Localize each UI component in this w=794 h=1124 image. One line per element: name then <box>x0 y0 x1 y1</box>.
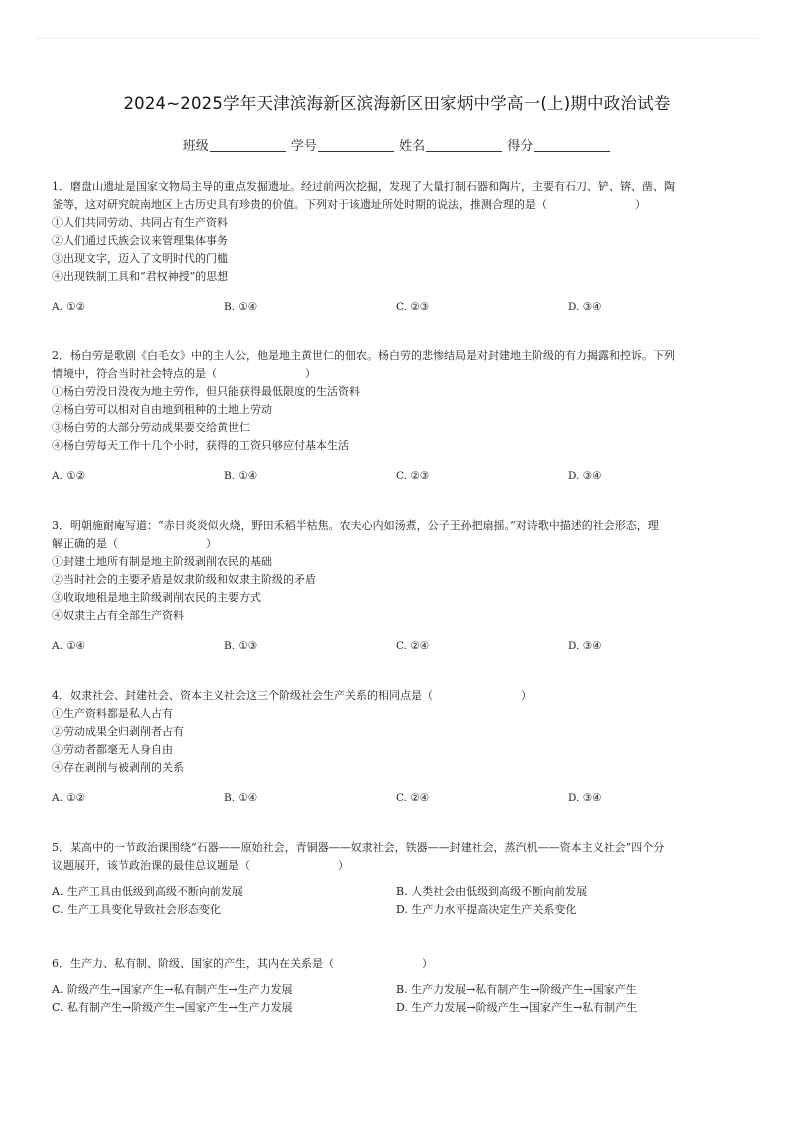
question-3 <box>52 517 742 655</box>
option-b[interactable]: B. 生产力发展→私有制产生→阶级产生→国家产生 <box>396 983 637 996</box>
question-5 <box>52 839 742 919</box>
question-stem-line: 2．杨白劳是歌剧《白毛女》中的主人公，他是地主黄世仁的佃农。杨白劳的悲惨结局是对封建地主阶级的有力揭露和控诉。下列 <box>52 349 675 362</box>
option-b[interactable]: B. ①④ <box>224 470 258 482</box>
option-c[interactable]: C. ②③ <box>396 301 430 313</box>
question-2 <box>52 347 742 485</box>
option-c[interactable]: C. 生产工具变化导致社会形态变化 <box>52 903 222 916</box>
top-rule <box>36 38 758 39</box>
option-a[interactable]: A. ①② <box>52 301 86 313</box>
option-d[interactable]: D. ③④ <box>568 301 602 313</box>
question-stem-line: 3．明朝施耐庵写道：“赤日炎炎似火烧，野田禾稻半枯焦。农夫心内如汤煮，公子王孙把扇摇。”对诗歌中描述的社会形态，理 <box>52 519 659 532</box>
statement-item: ②人们通过氏族会议来管理集体事务 <box>52 234 228 247</box>
question-stem-line: 议题展开，该节政治课的最佳总议题是（ ） <box>52 859 349 872</box>
score-blank[interactable] <box>534 139 610 152</box>
answer-options <box>52 981 742 1017</box>
question-stem-line: 解正确的是（ ） <box>52 537 217 550</box>
statement-item: ②劳动成果全归剥削者占有 <box>52 725 184 738</box>
statement-item: ①封建土地所有制是地主阶级剥削农民的基础 <box>52 555 272 568</box>
statement-item: ③杨白劳的大部分劳动成果要交给黄世仁 <box>52 421 250 434</box>
statement-item: ①生产资料都是私人占有 <box>52 707 173 720</box>
question-stem-line: 4．奴隶社会、封建社会、资本主义社会这三个阶级社会生产关系的相同点是（ ） <box>52 689 532 702</box>
question-1 <box>52 178 742 316</box>
option-c[interactable]: C. ②④ <box>396 640 430 652</box>
statement-item: ④出现铁制工具和“君权神授”的思想 <box>52 270 229 283</box>
statement-item: ③劳动者都毫无人身自由 <box>52 743 173 756</box>
id-blank[interactable] <box>318 139 394 152</box>
name-blank[interactable] <box>426 139 502 152</box>
question-stem-line: 1．磨盘山遗址是国家文物局主导的重点发掘遗址。经过前两次挖掘，发现了大量打制石器和陶片，主要有石刀、铲、锛、凿、陶 <box>52 180 675 193</box>
statement-item: ②当时社会的主要矛盾是奴隶阶级和奴隶主阶级的矛盾 <box>52 573 316 586</box>
student-info-line <box>0 135 794 154</box>
class-blank[interactable] <box>210 139 286 152</box>
answer-options <box>52 789 742 807</box>
option-a[interactable]: A. ①② <box>52 470 86 482</box>
option-a[interactable]: A. ①④ <box>52 640 86 652</box>
option-b[interactable]: B. ①③ <box>224 640 258 652</box>
answer-options <box>52 467 742 485</box>
answer-options <box>52 298 742 316</box>
question-stem-line: 5．某高中的一节政治课围绕“石器——原始社会，青铜器——奴隶社会，铁器——封建社会，蒸汽机——资本主义社会”四个分 <box>52 841 665 854</box>
option-b[interactable]: B. 人类社会由低级到高级不断向前发展 <box>396 885 588 898</box>
question-stem-line: 6．生产力、私有制、阶级、国家的产生，其内在关系是（ ） <box>52 957 433 970</box>
statement-item: ②杨白劳可以相对自由地到租种的土地上劳动 <box>52 403 272 416</box>
question-stem-line: 情境中，符合当时社会特点的是（ ） <box>52 367 316 380</box>
statement-item: ④杨白劳每天工作十几个小时，获得的工资只够应付基本生活 <box>52 439 349 452</box>
statement-item: ①人们共同劳动、共同占有生产资料 <box>52 216 228 229</box>
option-c[interactable]: C. ②③ <box>396 470 430 482</box>
option-a[interactable]: A. 阶级产生→国家产生→私有制产生→生产力发展 <box>52 983 293 996</box>
option-a[interactable]: A. 生产工具由低级到高级不断向前发展 <box>52 885 243 898</box>
statement-item: ④奴隶主占有全部生产资料 <box>52 609 184 622</box>
option-c[interactable]: C. 私有制产生→阶级产生→国家产生→生产力发展 <box>52 1001 293 1014</box>
option-d[interactable]: D. 生产力水平提高决定生产关系变化 <box>396 903 577 916</box>
option-c[interactable]: C. ②④ <box>396 792 430 804</box>
exam-title: 2024~2025学年天津滨海新区滨海新区田家炳中学高一(上)期中政治试卷 <box>123 94 671 113</box>
option-b[interactable]: B. ①④ <box>224 792 258 804</box>
option-d[interactable]: D. ③④ <box>568 470 602 482</box>
option-d[interactable]: D. ③④ <box>568 792 602 804</box>
statement-item: ③收取地租是地主阶级剥削农民的主要方式 <box>52 591 261 604</box>
statement-item: ①杨白劳没日没夜为地主劳作，但只能获得最低限度的生活资料 <box>52 385 360 398</box>
option-d[interactable]: D. 生产力发展→阶级产生→国家产生→私有制产生 <box>396 1001 638 1014</box>
statement-item: ④存在剥削与被剥削的关系 <box>52 761 184 774</box>
option-b[interactable]: B. ①④ <box>224 301 258 313</box>
class-label: 班级 <box>182 139 209 154</box>
question-stem-line: 釜等，这对研究皖南地区上古历史具有珍贵的价值。下列对于该遗址所处时期的说法，推测合理的是（ ） <box>52 198 646 211</box>
question-6 <box>52 955 742 1017</box>
option-d[interactable]: D. ③④ <box>568 640 602 652</box>
name-label: 姓名 <box>399 139 426 154</box>
question-4 <box>52 687 742 807</box>
option-a[interactable]: A. ①② <box>52 792 86 804</box>
answer-options <box>52 883 742 919</box>
answer-options <box>52 637 742 655</box>
score-label: 得分 <box>507 139 534 154</box>
statement-item: ③出现文字，迈入了文明时代的门槛 <box>52 252 228 265</box>
id-label: 学号 <box>290 139 317 154</box>
